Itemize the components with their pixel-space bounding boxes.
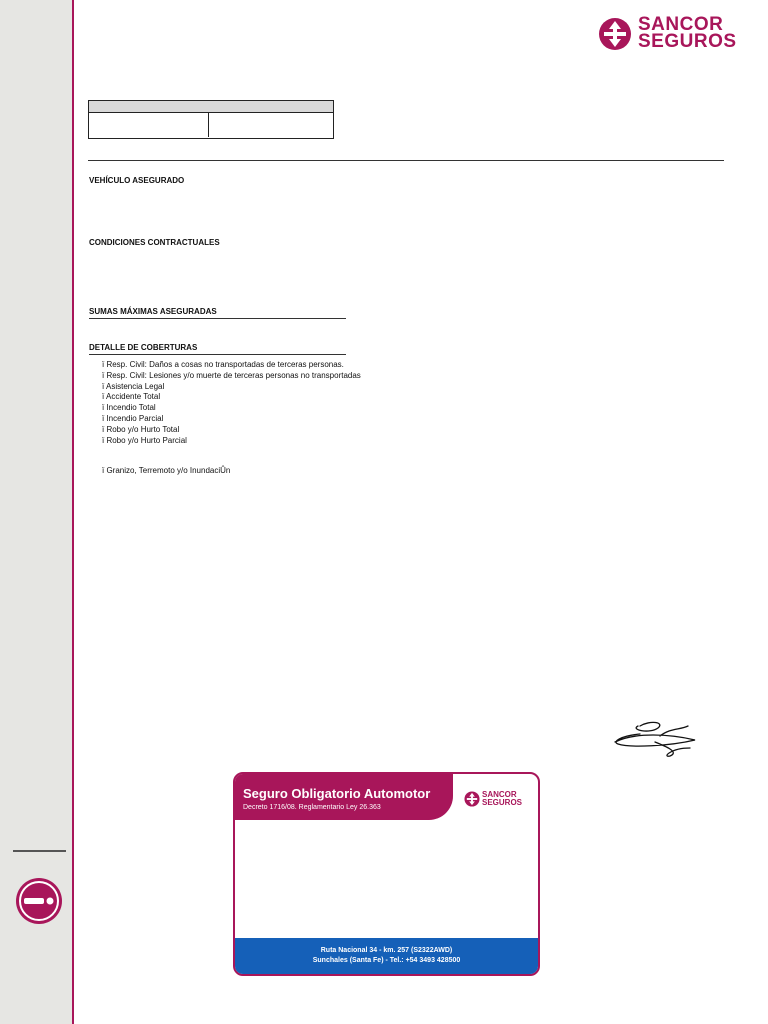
section-condiciones-contractuales: CONDICIONES CONTRACTUALES — [89, 238, 220, 247]
brand-name-line2: SEGUROS — [638, 31, 737, 52]
card-footer — [235, 938, 538, 974]
coverage-item: ï Resp. Civil: Lesiones y/o muerte de terceras personas no transportadas — [102, 370, 361, 380]
sancor-logo-icon — [598, 17, 632, 51]
section-vehiculo-asegurado: VEHÍCULO ASEGURADO — [89, 176, 185, 185]
coverage-item: ï Resp. Civil: Daños a cosas no transportadas de terceras personas. — [102, 360, 344, 369]
sancor-logo-icon — [464, 791, 480, 807]
policy-info-table-row — [89, 113, 333, 137]
coverage-item: ï Robo y/o Hurto Total — [102, 424, 180, 434]
coverage-list — [102, 360, 361, 446]
card-address-line1: Ruta Nacional 34 - km. 257 (S2322AWD) — [320, 947, 453, 954]
mandatory-insurance-card — [233, 772, 540, 976]
policy-info-cell-2 — [209, 113, 333, 137]
section-detalle-coberturas: DETALLE DE COBERTURAS — [89, 343, 346, 355]
card-brand-logo — [464, 791, 530, 809]
card-brand-line2: SEGUROS — [482, 798, 523, 807]
coverage-item: ï Asistencia Legal — [102, 381, 165, 391]
brand-logo — [598, 16, 743, 54]
left-sidebar-band — [0, 0, 74, 1024]
signature-icon — [610, 718, 705, 760]
brand-name-line1: SANCOR — [638, 14, 724, 35]
coverage-item: ï Incendio Total — [102, 403, 156, 413]
card-brand-line1: SANCOR — [482, 790, 517, 799]
sidebar-divider — [13, 850, 66, 852]
coverage-item: ï Accidente Total — [102, 392, 161, 402]
card-title: Seguro Obligatorio Automotor — [243, 786, 431, 801]
section-sumas-maximas: SUMAS MÁXIMAS ASEGURADAS — [89, 307, 346, 319]
policy-info-table-header — [89, 101, 333, 113]
card-subtitle: Decreto 1716/08. Reglamentario Ley 26.363 — [243, 804, 381, 811]
coverage-item: ï Incendio Parcial — [102, 413, 164, 423]
policy-info-cell-1 — [89, 113, 209, 137]
coverage-item: ï Robo y/o Hurto Parcial — [102, 435, 187, 445]
circle-arrow-icon — [14, 876, 64, 926]
extra-coverage: ï Granizo, Terremoto y/o InundaciÛn — [102, 466, 231, 475]
header-divider — [88, 160, 724, 161]
card-header — [235, 774, 453, 820]
card-address-line2: Sunchales (Santa Fe) - Tel.: +54 3493 428500 — [312, 957, 461, 964]
policy-info-table — [88, 100, 334, 139]
